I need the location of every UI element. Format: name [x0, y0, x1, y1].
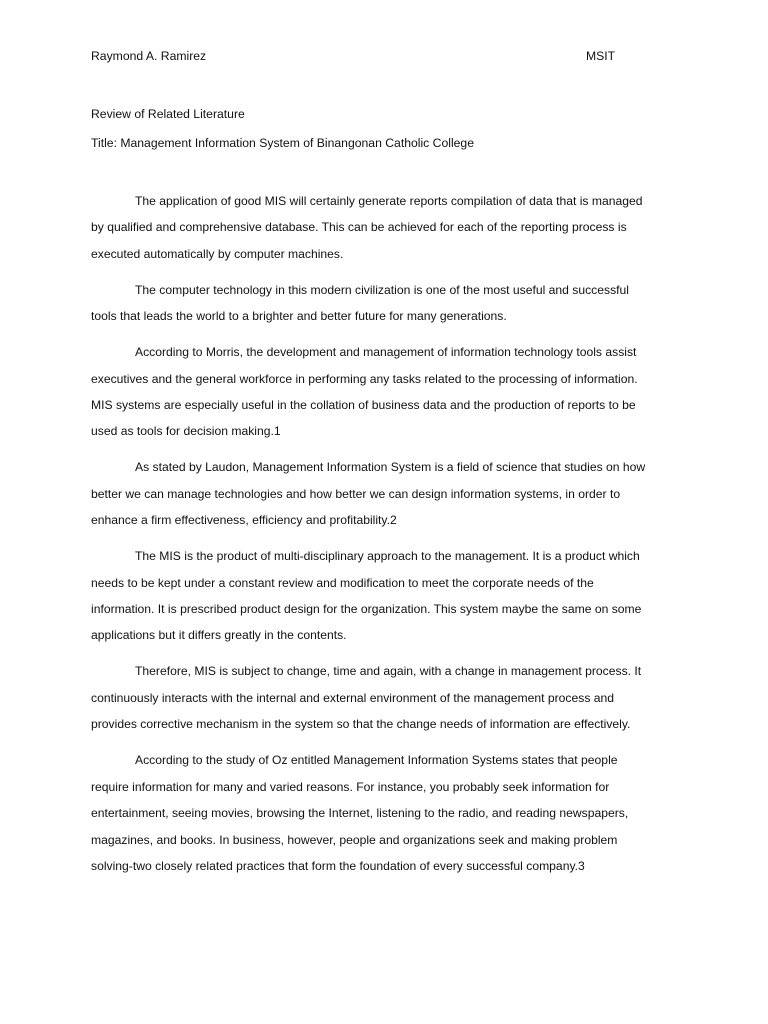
text-line: information. It is prescribed product design for the organization. This system maybe the same on some	[91, 602, 642, 617]
text-line: The application of good MIS will certainly generate reports compilation of data that is managed	[135, 194, 643, 208]
text-line: continuously interacts with the internal and external environment of the management process and	[91, 690, 615, 705]
text-line: require information for many and varied reasons. For instance, you probably seek information for	[91, 779, 610, 794]
section-heading: Review of Related Literature	[91, 107, 245, 121]
text-line: enhance a firm effectiveness, efficiency and profitability.2	[91, 513, 397, 528]
paragraph	[91, 188, 681, 267]
text-line: MIS systems are especially useful in the collation of business data and the production of reports to be	[91, 398, 636, 413]
document-body	[91, 188, 681, 889]
text-line: The computer technology in this modern civilization is one of the most useful and successful	[135, 282, 629, 297]
text-line: entertainment, seeing movies, browsing the Internet, listening to the radio, and reading newspapers,	[91, 806, 629, 821]
text-line: used as tools for decision making.1	[91, 424, 281, 439]
text-line: magazines, and books. In business, however, people and organizations seek and making problem	[91, 832, 618, 847]
text-line: executives and the general workforce in performing any tasks related to the processing of information.	[91, 371, 638, 386]
text-line: applications but it differs greatly in the contents.	[91, 628, 347, 643]
text-line: According to Morris, the development and management of information technology tools assist	[135, 345, 637, 360]
text-line: tools that leads the world to a brighter and better future for many generations.	[91, 309, 507, 324]
text-line: by qualified and comprehensive database. This can be achieved for each of the reporting process is	[91, 220, 627, 235]
text-line: The MIS is the product of multi-disciplinary approach to the management. It is a product which	[135, 549, 640, 564]
paragraph	[91, 339, 681, 445]
paragraph	[91, 277, 681, 330]
document-meta	[91, 105, 681, 152]
paragraph	[91, 543, 681, 649]
text-line: As stated by Laudon, Management Information System is a field of science that studies on how	[135, 460, 646, 475]
text-line: According to the study of Oz entitled Management Information Systems states that people	[135, 753, 618, 768]
text-line: better we can manage technologies and how better we can design information systems, in order to	[91, 486, 621, 501]
author-name: Raymond A. Ramirez	[91, 49, 207, 63]
text-line: solving-two closely related practices that form the foundation of every successful company.3	[91, 858, 585, 873]
text-line: needs to be kept under a constant review and modification to meet the corporate needs of the	[91, 575, 594, 590]
text-line: Therefore, MIS is subject to change, time and again, with a change in management process. It	[135, 664, 642, 679]
document-title: Title: Management Information System of Binangonan Catholic College	[91, 136, 474, 150]
paragraph	[91, 454, 681, 533]
text-line: executed automatically by computer machines.	[91, 246, 344, 261]
paragraph	[91, 747, 681, 879]
text-line: provides corrective mechanism in the system so that the change needs of information are effectively.	[91, 717, 631, 732]
program-label: MSIT	[586, 49, 616, 63]
page-header	[91, 47, 651, 65]
paragraph	[91, 658, 681, 737]
